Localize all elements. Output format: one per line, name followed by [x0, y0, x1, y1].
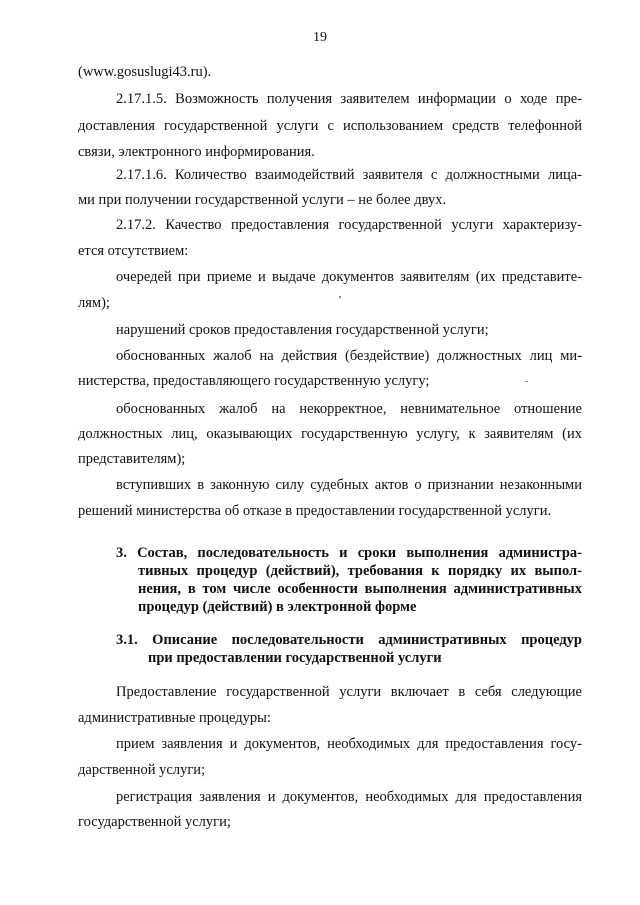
text-line: 2.17.1.6. Количество взаимодействий заявителя с должностными лица- [116, 167, 582, 183]
text-line: лям); [78, 295, 110, 311]
subsection-heading-line: 3.1. Описание последовательности административных процедур [116, 632, 582, 648]
text-line: доставления государственной услуги с использованием средств телефонной [78, 118, 582, 134]
section-heading-line: 3. Состав, последовательность и сроки выполнения администра- [116, 545, 582, 561]
text-line: нарушений сроков предоставления государственной услуги; [116, 322, 489, 338]
scan-speck [339, 296, 341, 298]
text-line: 2.17.2. Качество предоставления государственной услуги характеризу- [116, 217, 582, 233]
text-line: государственной услуги; [78, 814, 231, 830]
text-line: очередей при приеме и выдаче документов заявителям (их представите- [116, 269, 582, 285]
text-line: решений министерства об отказе в предоставлении государственной услуги. [78, 503, 552, 519]
section-heading-line: процедур (действий) в электронной форме [138, 599, 417, 615]
text-line: обоснованных жалоб на некорректное, невнимательное отношение [116, 401, 582, 417]
text-line: Предоставление государственной услуги включает в себя следующие [116, 684, 582, 700]
section-heading-line: нения, в том числе особенности выполнения административных [138, 581, 582, 597]
text-line: ми при получении государственной услуги – не более двух. [78, 192, 447, 208]
section-heading-line: тивных процедур (действий), требования к порядку их выпол- [138, 563, 582, 579]
text-line: обоснованных жалоб на действия (бездействие) должностных лиц ми- [116, 348, 582, 364]
scan-speck [525, 381, 528, 382]
text-line: вступивших в законную силу судебных актов о признании незаконными [116, 477, 582, 493]
text-line: дарственной услуги; [78, 762, 206, 778]
text-line: административные процедуры: [78, 710, 271, 726]
text-line: должностных лиц, оказывающих государственную услугу, к заявителям (их [78, 426, 582, 442]
subsection-heading-line: при предоставлении государственной услуги [148, 650, 442, 666]
text-line: связи, электронного информирования. [78, 144, 315, 160]
text-line: 2.17.1.5. Возможность получения заявителем информации о ходе пре- [116, 91, 582, 107]
text-line: прием заявления и документов, необходимых для предоставления госу- [116, 736, 582, 752]
text-line: регистрация заявления и документов, необходимых для предоставления [116, 789, 582, 805]
text-line: (www.gosuslugi43.ru). [78, 64, 212, 80]
text-line: представителям); [78, 451, 186, 467]
page-number: 19 [313, 30, 327, 45]
text-line: нистерства, предоставляющего государственную услугу; [78, 373, 430, 389]
text-line: ется отсутствием: [78, 243, 189, 259]
